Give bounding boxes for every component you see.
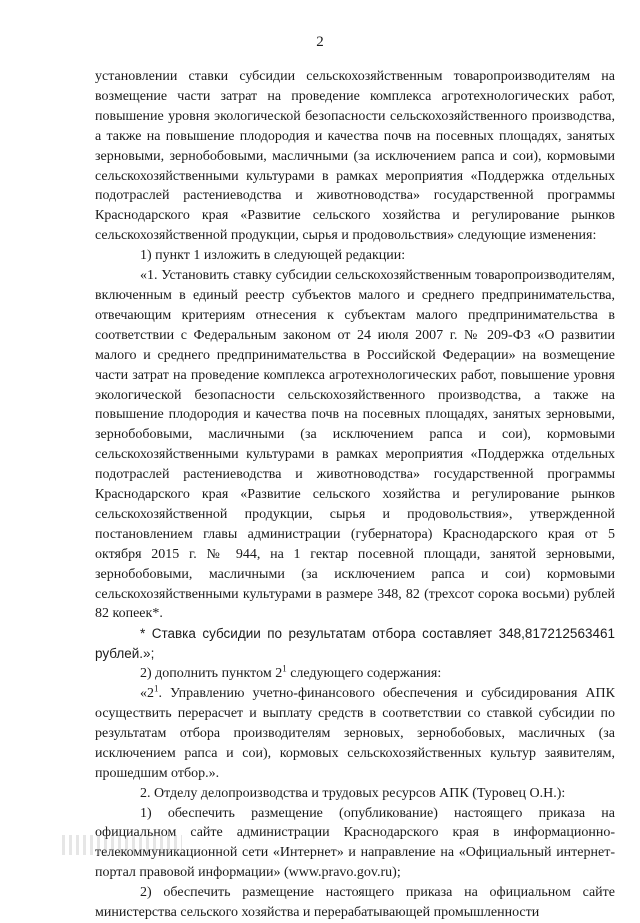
item-1-2-tail: следующего содержания: [286, 666, 442, 682]
quote-2-number: «2 [140, 686, 154, 702]
footnote-text: * Ставка субсидии по результатам отбора составляет 348,817212563461 рублей.»; [95, 626, 615, 662]
paragraph-quote-2 [95, 684, 615, 784]
document-body [95, 67, 615, 923]
page-number: 2 [316, 34, 324, 50]
paragraph-item-1-1: 1) пункт 1 изложить в следующей редакции: [140, 248, 406, 264]
paragraph-item-2: 2. Отделу делопроизводства и трудовых ресурсов АПК (Туровец О.Н.): [140, 785, 566, 801]
superscript: 1 [154, 683, 159, 694]
quote-2-text: . Управлению учетно-финансового обеспечения и субсидирования АПК осуществить перерасчет и выплату средств в соответствии со ставкой субсидии по результатам отбора производителям зерновых, зернобобовых, масличных (за исключением рапса и сои), кормовых сельскохозяйственных культур заявителям, прошедшим отбор.». [95, 686, 615, 781]
superscript: 1 [282, 663, 287, 674]
paragraph-quote-1: «1. Установить ставку субсидии сельскохозяйственным товаропроизводителям, включенным в единый реестр субъектов малого и среднего предпринимательства, отвечающим критериям отнесения к субъектам малого предпринимательства в соответствии с Федеральным законом от 24 июля 2007 г. № 209-ФЗ «О развитии малого и среднего предпринимательства в Российской Федерации» на возмещение части затрат на проведение комплекса агротехнологических работ, повышение уровня экологической безопасности сельскохозяйственного производства, а также на повышение плодородия и качества почв на посевных площадях, занятых зерновыми, зернобобовыми, масличными (за исключением рапса и сои), кормовыми сельскохозяйственными культурами в рамках мероприятия «Поддержка отдельных подотраслей растениеводства и животноводства» государственной программы Краснодарского края «Развитие сельского хозяйства и регулирование рынков сельскохозяйственной продукции, сырья и продовольствия», утвержденной постановлением главы администрации (губернатора) Краснодарского края от 5 октября 2015 г. № 944, на 1 гектар посевной площади, занятой зерновыми, зернобобовыми, масличными (за исключением рапса и сои) кормовыми сельскохозяйственными культурами в размере 348, 82 (трехсот сорока восьми) рублей 82 копеек*. [95, 268, 615, 622]
paragraph-item-2-1: 1) обеспечить размещение (опубликование) настоящего приказа на официальном сайте администрации Краснодарского края в информационно-телекоммуникационной сети «Интернет» и направление на «Официальный интернет-портал правовой информации» (www.pravo.gov.ru); [95, 805, 615, 881]
paragraph-intro: установлении ставки субсидии сельскохозяйственным товаропроизводителям на возмещение части затрат на проведение комплекса агротехнологических работ, повышение уровня экологической безопасности сельскохозяйственного производства, а также на повышение плодородия и качества почв на посевных площадях, занятых зерновыми, зернобобовыми, масличными (за исключением рапса и сои), кормовыми сельскохозяйственными культурами в рамках мероприятия «Поддержка отдельных подотраслей растениеводства и животноводства» государственной программы Краснодарского края «Развитие сельского хозяйства и регулирование рынков сельскохозяйственной продукции, сырья и продовольствия» следующие изменения: [95, 69, 615, 244]
paragraph-item-2-2: 2) обеспечить размещение настоящего приказа на официальном сайте министерства сельского хозяйства и перерабатывающей промышленности [95, 885, 615, 921]
item-1-2-text: 2) дополнить пунктом 2 [140, 666, 283, 682]
paragraph-item-1-2 [95, 664, 615, 684]
scan-stamp-mark [62, 835, 182, 855]
